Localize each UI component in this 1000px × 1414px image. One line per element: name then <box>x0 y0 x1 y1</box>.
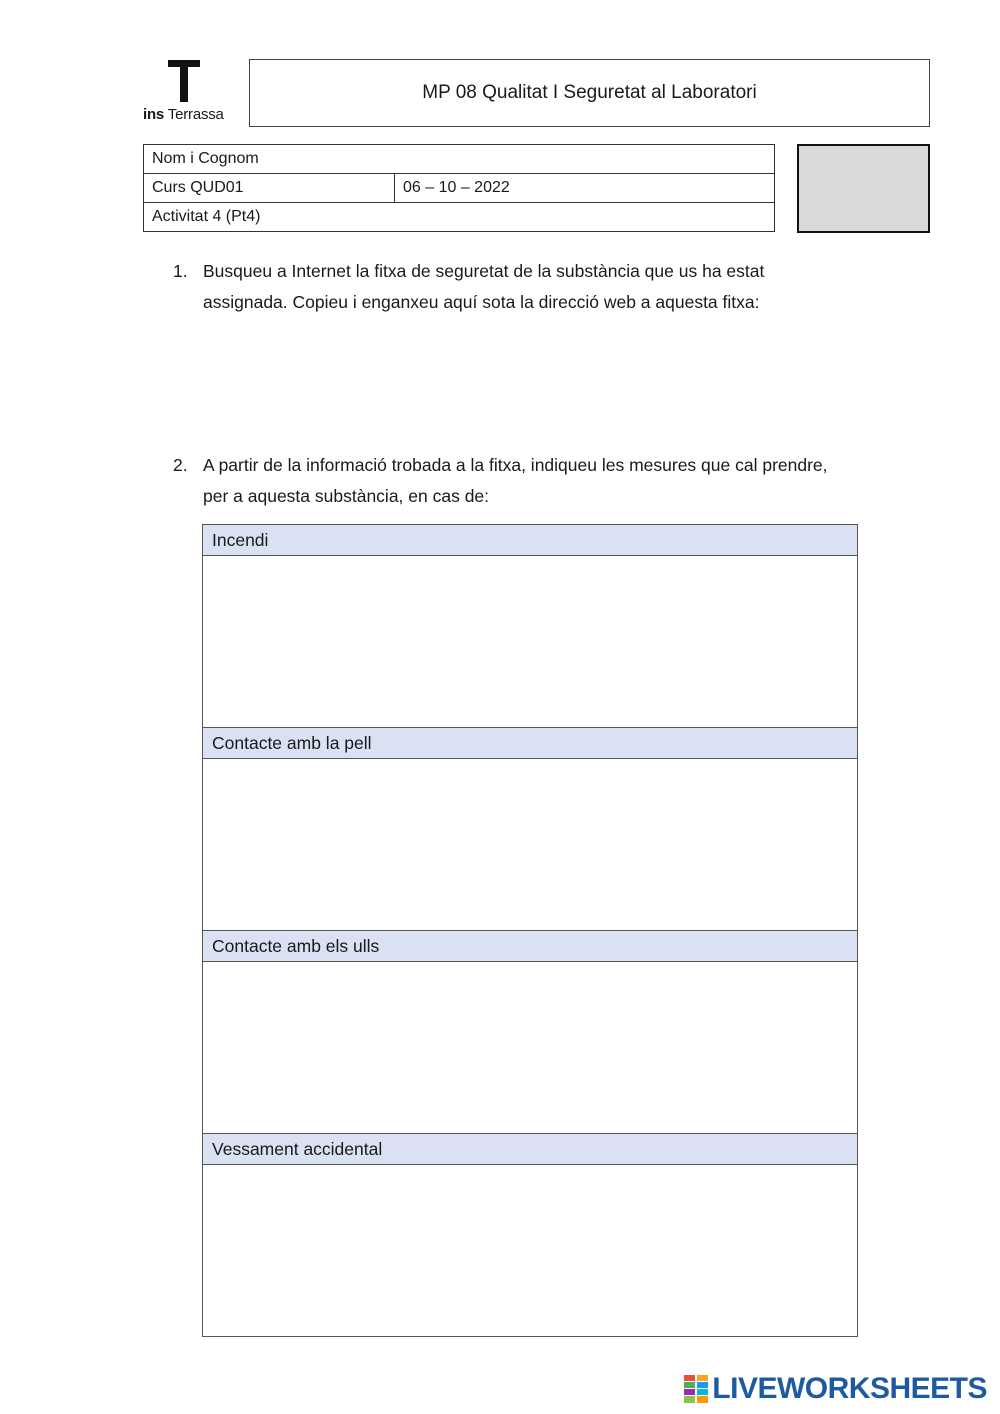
name-field[interactable]: Nom i Cognom <box>144 145 775 174</box>
answer-field-skin-contact[interactable] <box>203 759 858 931</box>
section-header-accidental-spill: Vessament accidental <box>203 1134 858 1165</box>
section-header-eye-contact: Contacte amb els ulls <box>203 931 858 962</box>
question-number: 2. <box>173 455 188 475</box>
student-info-table <box>143 144 775 232</box>
document-title: MP 08 Qualitat I Seguretat al Laboratori <box>249 59 930 127</box>
liveworksheets-brand <box>684 1372 987 1406</box>
question-text: A partir de la informació trobada a la fitxa, indiqueu les mesures que cal prendre, per a aquesta substància, en cas de: <box>203 455 828 506</box>
course-field: Curs QUD01 <box>144 174 395 203</box>
question-number: 1. <box>173 261 188 281</box>
brand-text: LIVEWORKSHEETS <box>712 1372 987 1405</box>
section-header-skin-contact: Contacte amb la pell <box>203 728 858 759</box>
answers-table <box>202 524 858 1337</box>
logo-text: ins Terrassa <box>143 106 224 123</box>
section-header-incendi: Incendi <box>203 525 858 556</box>
answer-field-eye-contact[interactable] <box>203 962 858 1134</box>
grade-box[interactable] <box>797 144 930 233</box>
date-field: 06 – 10 – 2022 <box>395 174 775 203</box>
answer-field-accidental-spill[interactable] <box>203 1165 858 1337</box>
activity-field: Activitat 4 (Pt4) <box>144 203 775 232</box>
ins-terrassa-logo-icon <box>168 60 200 102</box>
liveworksheets-logo-icon <box>684 1375 708 1403</box>
question-text: Busqueu a Internet la fitxa de seguretat de la substància que us ha estat assignada. Copieu i enganxeu aquí sota la direcció web a aquesta fitxa: <box>203 261 765 312</box>
answer-field-incendi[interactable] <box>203 556 858 728</box>
question-2 <box>173 450 863 514</box>
question-1 <box>173 256 853 351</box>
